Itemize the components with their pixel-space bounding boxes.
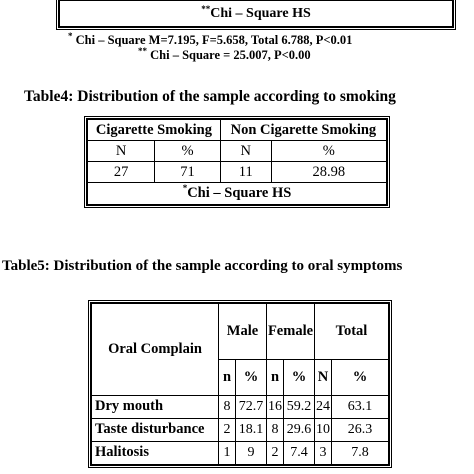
table-cell: 59.2 — [284, 395, 315, 418]
row-label: Halitosis — [91, 441, 219, 465]
table3-footer-text: Chi – Square HS — [210, 5, 311, 21]
table-cell: 63.1 — [332, 395, 390, 418]
table-cell: 7.4 — [284, 441, 315, 465]
table-row — [91, 395, 389, 418]
table-cell: 8 — [267, 418, 284, 441]
footnote-mark: * — [68, 31, 73, 41]
column-header: n — [219, 359, 236, 395]
footnote-mark: ** — [138, 46, 147, 56]
table-cell: 24 — [315, 395, 332, 418]
table-cell: 3 — [315, 441, 332, 465]
table-subheader-row — [87, 141, 387, 162]
table4-title: Table4: Distribution of the sample according to smoking — [24, 88, 396, 105]
table-cell: 72.7 — [236, 395, 267, 418]
column-header: % — [332, 359, 390, 395]
table3-footer — [59, 1, 453, 28]
table-row — [91, 418, 389, 441]
column-header: N — [315, 359, 332, 395]
row-header: Oral Complain — [91, 303, 219, 395]
column-header: % — [236, 359, 267, 395]
table3-fragment — [58, 0, 454, 28]
table-cell: 26.3 — [332, 418, 390, 441]
table-cell: 8 — [219, 395, 236, 418]
table-row — [59, 1, 453, 28]
table-row — [91, 441, 389, 465]
table4-footer — [87, 183, 387, 206]
table-cell: 7.8 — [332, 441, 390, 465]
column-header: N — [220, 141, 271, 162]
table-cell: 2 — [267, 441, 284, 465]
footnote-mark: ** — [201, 3, 211, 14]
table-cell: 10 — [315, 418, 332, 441]
column-header: n — [267, 359, 284, 395]
table-cell: 1 — [219, 441, 236, 465]
table-cell: 16 — [267, 395, 284, 418]
table4-footer-text: Chi – Square HS — [187, 185, 292, 201]
table-cell: 18.1 — [236, 418, 267, 441]
note-text: Chi – Square M=7.195, F=5.658, Total 6.788, P<0.01 — [72, 33, 353, 47]
column-group-header: Total — [315, 303, 390, 359]
footnote-mark: * — [182, 183, 188, 193]
column-group-header: Female — [267, 303, 315, 359]
column-group-header: Cigarette Smoking — [87, 119, 220, 141]
column-group-header: Male — [219, 303, 267, 359]
column-group-header: Non Cigarette Smoking — [220, 119, 387, 141]
note-text: Chi – Square = 25.007, P<0.00 — [147, 48, 311, 62]
table-cell: 29.6 — [284, 418, 315, 441]
table-cell: 28.98 — [271, 162, 387, 183]
chi-square-note-2 — [138, 48, 311, 63]
row-label: Taste disturbance — [91, 418, 219, 441]
table-cell: 2 — [219, 418, 236, 441]
table5-title: Table5: Distribution of the sample according to oral symptoms — [2, 258, 403, 274]
table-cell: 9 — [236, 441, 267, 465]
table-footer-row — [87, 183, 387, 206]
column-header: N — [87, 141, 155, 162]
table-header-row — [87, 119, 387, 141]
column-header: % — [155, 141, 221, 162]
column-header: % — [284, 359, 315, 395]
column-header: % — [271, 141, 387, 162]
table-header-row — [91, 303, 389, 359]
table5-oral-symptoms — [90, 302, 390, 466]
table-row — [87, 162, 387, 183]
row-label: Dry mouth — [91, 395, 219, 418]
table-cell: 27 — [87, 162, 155, 183]
table-cell: 11 — [220, 162, 271, 183]
chi-square-note-1 — [68, 33, 352, 48]
table-cell: 71 — [155, 162, 221, 183]
table4-smoking — [86, 118, 388, 206]
